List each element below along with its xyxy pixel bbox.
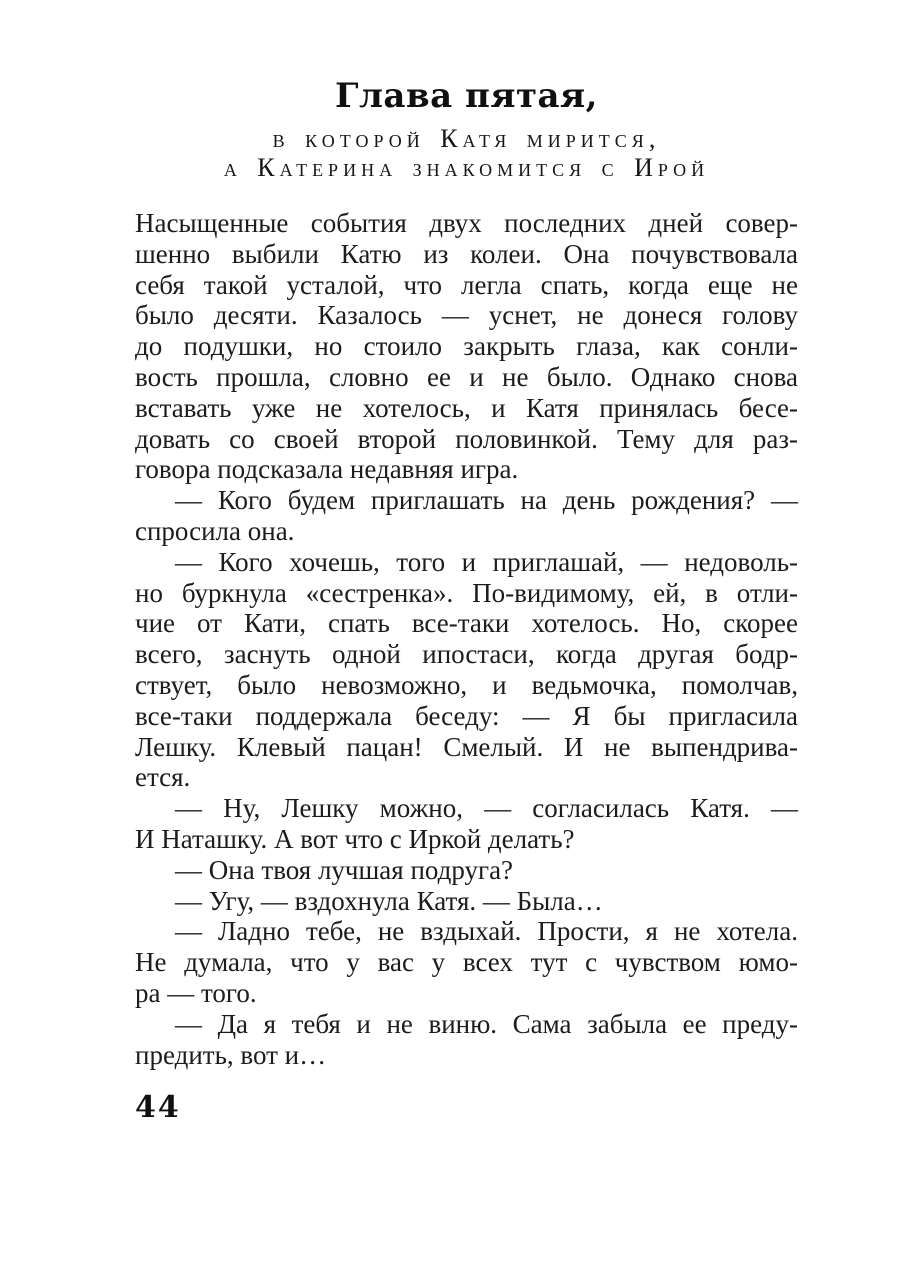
text-line: Не думала, что у вас у всех тут с чувством юмо- bbox=[135, 947, 798, 978]
text-line: ра — того. bbox=[135, 977, 257, 1008]
chapter-subtitle-line: в которой Катя мирится, bbox=[272, 124, 661, 153]
text-line: Лешку. Клевый пацан! Смелый. И не выпендрива- bbox=[135, 731, 798, 762]
text-line: — Кого будем приглашать на день рождения? — bbox=[175, 485, 798, 516]
chapter-subtitle bbox=[135, 124, 798, 182]
text-line: Насыщенные события двух последних дней совер- bbox=[135, 208, 798, 238]
text-line: ствует, было невозможно, и ведьмочка, помолчав, bbox=[135, 669, 798, 700]
text-line: — Кого хочешь, того и приглашай, — недоволь- bbox=[175, 546, 798, 577]
chapter-subtitle-line: а Катерина знакомится с Ирой bbox=[223, 153, 710, 182]
page-body bbox=[135, 208, 798, 1070]
text-line: себя такой усталой, что легла спать, когда еще не bbox=[135, 269, 798, 300]
text-line: — Ну, Лешку можно, — согласилась Катя. — bbox=[175, 793, 798, 824]
chapter-title: Глава пятая, bbox=[334, 76, 599, 116]
text-line: — Угу, — вздохнула Катя. — Была… bbox=[175, 885, 603, 916]
text-line: И Наташку. А вот что с Иркой делать? bbox=[135, 823, 575, 854]
text-line: — Да я тебя и не виню. Сама забыла ее преду- bbox=[175, 1008, 798, 1039]
page-footer bbox=[135, 1092, 798, 1124]
text-line: вставать уже не хотелось, и Катя принялась бесе- bbox=[135, 392, 798, 423]
text-line: шенно выбили Катю из колеи. Она почувствовала bbox=[135, 238, 798, 269]
text-line: предить, вот и… bbox=[135, 1039, 327, 1070]
text-line: вость прошла, словно ее и не было. Однако снова bbox=[135, 361, 798, 392]
chapter-header bbox=[135, 78, 798, 182]
text-line: — Она твоя лучшая подруга? bbox=[175, 854, 514, 885]
text-line: довать со своей второй половинкой. Тему для раз- bbox=[135, 423, 798, 454]
text-line: — Ладно тебе, не вздыхай. Прости, я не хотела. bbox=[175, 916, 798, 947]
text-line: говора подсказала недавняя игра. bbox=[135, 454, 519, 485]
book-page bbox=[0, 78, 900, 1278]
page-number: 44 bbox=[135, 1090, 181, 1126]
text-line: было десяти. Казалось — уснет, не донеся голову bbox=[135, 300, 798, 331]
text-column bbox=[135, 78, 798, 1124]
text-line: ется. bbox=[135, 762, 191, 793]
text-line: спросила она. bbox=[135, 515, 295, 546]
text-line: все-таки поддержала беседу: — Я бы пригласила bbox=[135, 700, 798, 731]
text-line: всего, заснуть одной ипостаси, когда другая бодр- bbox=[135, 639, 798, 670]
text-line: до подушки, но стоило закрыть глаза, как сонли- bbox=[135, 331, 798, 362]
text-line: чие от Кати, спать все-таки хотелось. Но, скорее bbox=[135, 608, 798, 639]
text-line: но буркнула «сестренка». По-видимому, ей, в отли- bbox=[135, 577, 798, 608]
